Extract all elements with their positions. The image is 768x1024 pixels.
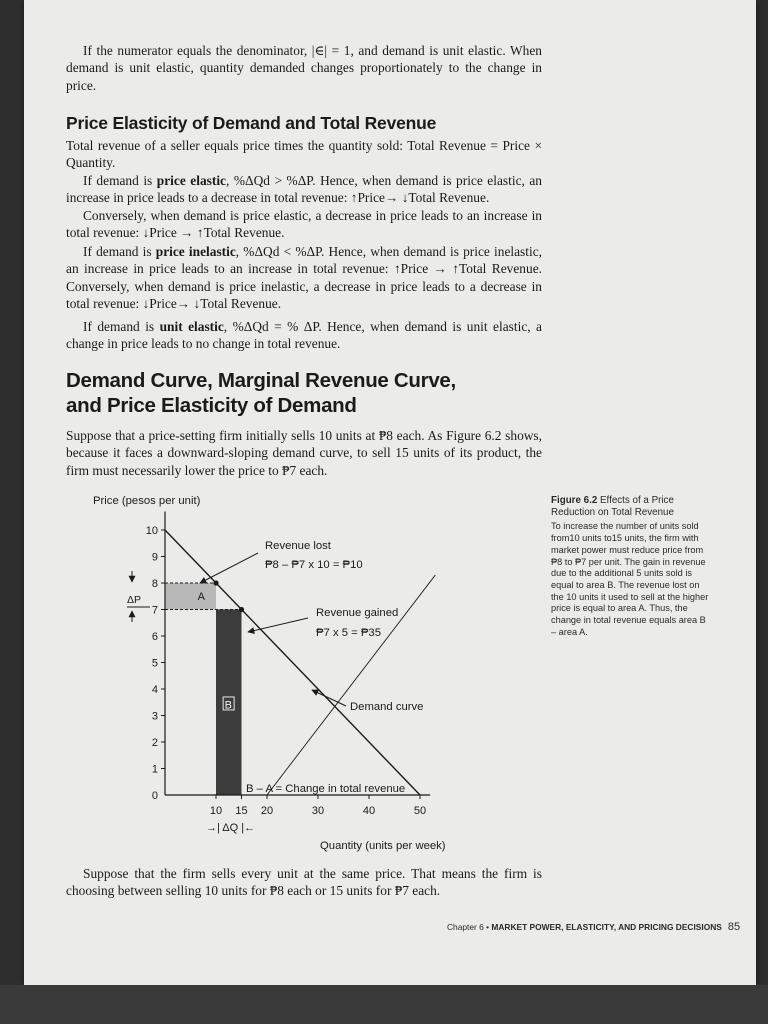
y-tick-label: 10: [145, 525, 158, 537]
y-tick-label: 7: [151, 604, 158, 617]
footer-chapter: Chapter 6: [447, 922, 484, 932]
delta-p-label: ΔP: [127, 594, 142, 606]
demand-curve-label: Demand curve: [350, 701, 424, 713]
x-axis-title: Quantity (units per week): [320, 840, 446, 852]
paragraph-price-inelastic: If demand is price inelastic, %ΔQd < %ΔP. Hence, when demand is price inelastic, an increase in price leads to an increase in total revenue: ↑Price → ↑Total Revenue. Conversely, when demand is price inelastic, a decrease in price leads to a decrease in total revenue: ↓Price→ ↓Total Revenue.: [66, 244, 542, 311]
y-tick-label: 0: [151, 790, 158, 802]
paragraph-price-elastic-decrease: Conversely, when demand is price elastic, a decrease in price leads to an increase in total revenue: ↓Price → ↑Total Revenue.: [66, 208, 542, 241]
point-2: [239, 607, 244, 612]
caption-title: Effects of a Price Reduction on Total Revenue: [551, 495, 674, 518]
revenue-lost-arrow: [200, 553, 258, 583]
delta-q-label: →| ΔQ |←: [206, 822, 256, 834]
point-1: [213, 580, 218, 585]
caption-figure-number: Figure 6.2: [551, 495, 598, 506]
b-minus-a-label: B – A = Change in total revenue: [246, 783, 406, 795]
x-tick-label: 40: [362, 805, 376, 817]
revenue-gained-title: Revenue gained: [316, 607, 399, 619]
y-axis-title: Price (pesos per unit): [93, 495, 201, 507]
paragraph-unit-elastic-intro: If the numerator equals the denominator, |∈| = 1, and demand is unit elastic. When demand is unit elastic, quantity demanded changes proportionately to the change in price.: [66, 43, 542, 93]
x-tick-label: 20: [260, 805, 274, 817]
y-tick-label: 4: [151, 684, 158, 696]
x-tick-label: 50: [413, 805, 427, 817]
y-tick-label: 2: [151, 737, 158, 749]
page-number: 85: [727, 921, 741, 933]
y-tick-label: 1: [151, 763, 158, 776]
revenue-lost-calc: ₱8 – ₱7 x 10 = ₱10: [265, 559, 363, 571]
y-tick-label: 5: [151, 657, 158, 670]
area-a: [165, 583, 216, 610]
paragraph-suppose-same-price: Suppose that the firm sells every unit at the same price. That means the firm is choosing between selling 10 units for ₱8 each or 15 units for ₱7 each.: [66, 866, 542, 899]
term-price-inelastic: price inelastic: [155, 244, 236, 259]
revenue-gained-calc: ₱7 x 5 = ₱35: [316, 627, 382, 639]
paragraph-unit-elastic: If demand is unit elastic, %ΔQd = % ΔP. Hence, when demand is unit elastic, a change in price leads to no change in total revenue.: [66, 319, 542, 352]
term-unit-elastic: unit elastic: [159, 319, 224, 334]
revenue-lost-title: Revenue lost: [265, 540, 331, 552]
y-tick-label: 6: [151, 631, 158, 643]
y-tick-label: 9: [151, 551, 158, 564]
footer-title: MARKET POWER, ELASTICITY, AND PRICING DECISIONS: [491, 922, 722, 932]
area-a-label: A: [197, 591, 205, 604]
paragraph-total-revenue-definition: Total revenue of a seller equals price times the quantity sold: Total Revenue = Price × Quantity.: [66, 138, 542, 171]
term-price-elastic: price elastic: [156, 173, 226, 188]
paragraph-price-elastic-increase: If demand is price elastic, %ΔQd > %ΔP. Hence, when demand is price elastic, an increase in price leads to a decrease in total revenue: ↑Price→ ↓Total Revenue.: [66, 173, 543, 206]
page-footer: Chapter 6 • MARKET POWER, ELASTICITY, AND PRICING DECISIONS 85: [447, 921, 741, 933]
figure-caption: [551, 495, 709, 638]
heading-demand-mr-elasticity: Demand Curve, Marginal Revenue Curve, and Price Elasticity of Demand: [66, 369, 456, 417]
x-tick-label: 30: [311, 805, 325, 817]
y-tick-label: 3: [151, 710, 158, 723]
x-tick-label: 15: [235, 805, 248, 817]
y-tick-label: 8: [151, 578, 158, 590]
x-tick-label: 10: [209, 805, 223, 817]
area-b-label: B: [224, 699, 233, 712]
paragraph-suppose-initial: Suppose that a price-setting firm initially sells 10 units at ₱8 each. As Figure 6.2 shows, because it faces a downward-sloping demand curve, to sell 15 units of its product, the firm must necessarily lower the price to ₱7 each.: [66, 428, 542, 478]
caption-body: To increase the number of units sold from10 units to15 units, the firm with market power must reduce price from ₱8 to ₱7 per unit. The gain in revenue due to the additional 5 units sold is equal to area B. The revenue lost on the 10 units it used to sell at the higher price is equal to area A. Thus, the change in total revenue equals area B – area A.: [551, 521, 709, 637]
heading-elasticity-total-revenue: Price Elasticity of Demand and Total Revenue: [66, 113, 437, 133]
